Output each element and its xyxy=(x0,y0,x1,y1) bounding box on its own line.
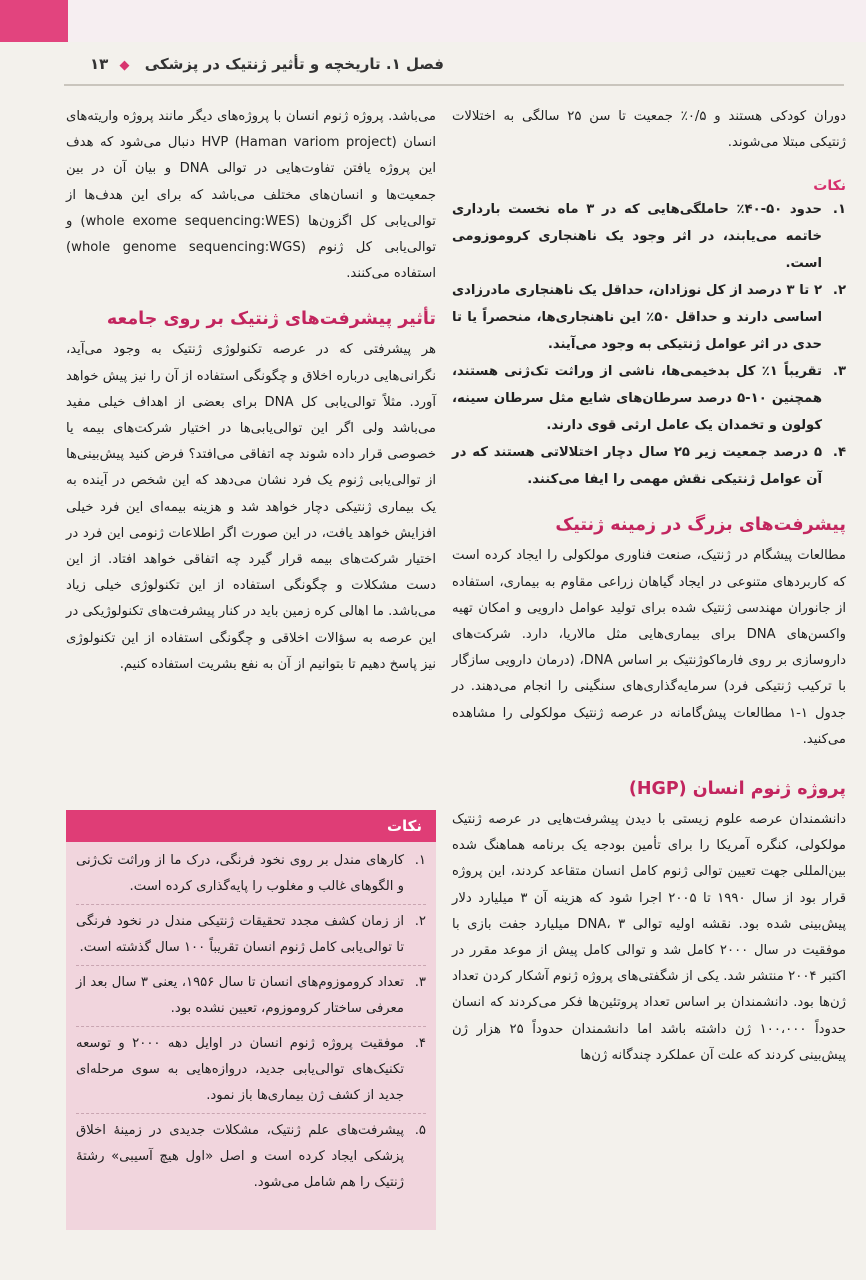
left-intro-paragraph: می‌باشد. پروژه ژنوم انسان با پروژه‌های دیگر مانند پروژه واریته‌های انسان HVP (Haman variom project) دنبال می‌شود که هدف این پروژه یافتن تفاوت‌هایی در توالی DNA و بیان آن در بین جمعیت‌ها و انسان‌های مختلف می‌باشد که برای این هدف‌ها از توالی‌یابی کل اگزون‌ها (whole exome sequencing:WES) و توالی‌یابی کل ژنوم (whole genome sequencing:WGS) استفاده می‌کنند. xyxy=(66,109,436,282)
notes-box-item: ۴. موفقیت پروژه ژنوم انسان در اوایل دهه ۲۰۰۰ و توسعه تکنیک‌های توالی‌یابی جدید، دروازه‌هایی به سوی مرحله‌ای جدید از کشف ژن بیماری‌ها باز نمود. xyxy=(76,1031,426,1114)
section-heading-hgp: پروژه ژنوم انسان (HGP) xyxy=(628,779,846,800)
note-item: ۳. تقریباً ۱٪ کل بدخیمی‌ها، ناشی از وراثت تک‌ژنی هستند، همچنین ۱۰-۵ درصد سرطان‌های شایع مثل سرطان سینه، کولون و تخمدان یک عامل ارثی قوی دارند. xyxy=(452,364,846,434)
chapter-tab-marker xyxy=(0,0,68,42)
left-column xyxy=(66,104,436,678)
right-intro-paragraph: دوران کودکی هستند و ۰/۵٪ جمعیت تا سن ۲۵ سالگی به اختلالات ژنتیکی مبتلا می‌شوند. xyxy=(452,109,847,151)
diamond-icon: ◆ xyxy=(119,58,130,73)
hgp-paragraph: دانشمندان عرصه علوم زیستی با دیدن پیشرفت‌هایی در عرصه ژنتیک مولکولی، کنگره آمریکا را برای تأمین بودجه یک برنامه هماهنگ شده بین‌المللی جهت تعیین توالی ژنوم کامل انسان متقاعد کردند، این پروژه قرار بود از سال ۱۹۹۰ تا ۲۰۰۵ اجرا شود که هزینه آن ۳ میلیارد دلار پیش‌بینی شده بود. نقشه اولیه توالی DNA، ۳ میلیارد جفت بازی با موفقیت در سال ۲۰۰۰ کامل شد و توالی کامل پیش از موعد مقرر در اکتبر ۲۰۰۴ منتشر شد. یکی از شگفتی‌های پروژه ژنوم آشکار کردن تعداد ژن‌ها بود. دانشمندان بر اساس تعداد پروتئین‌ها فکر می‌کردند که انسان حدوداً ۱۰۰،۰۰۰ ژن داشته باشد اما دانشمندان حدوداً ۲۵ هزار ژن پیش‌بینی کردند که علت آن عملکرد چندگانه ژن‌ها xyxy=(452,812,847,1063)
note-item: ۱. حدود ۵۰-۴۰٪ حاملگی‌هایی که در ۳ ماه نخست بارداری خاتمه می‌یابند، در اثر وجود یک ناهنجاری کروموزومی است. xyxy=(452,202,846,272)
page-number: ۱۳ xyxy=(90,55,109,73)
notes-box-item: ۲. از زمان کشف مجدد تحقیقات ژنتیکی مندل در نخود فرنگی تا توالی‌یابی کامل ژنوم انسان تقریباً ۱۰۰ سال گذشته است. xyxy=(76,909,426,966)
right-column xyxy=(452,104,846,1069)
notes-box-item: ۱. کارهای مندل بر روی نخود فرنگی، درک ما از وراثت تک‌ژنی و الگوهای غالب و مغلوب را پایه‌گذاری کرده است. xyxy=(76,848,426,905)
notes-box-list xyxy=(66,842,436,1200)
notes-box xyxy=(66,810,436,1230)
notes-box-item: ۵. پیشرفت‌های علم ژنتیک، مشکلات جدیدی در زمینهٔ اخلاق پزشکی ایجاد کرده است و اصل «اول هیچ آسیبی» رشتهٔ ژنتیک را هم شامل می‌شود. xyxy=(76,1123,426,1190)
notes-box-heading: نکات xyxy=(66,810,436,842)
note-item: ۴. ۵ درصد جمعیت زیر ۲۵ سال دچار اختلالاتی هستند که در آن عوامل ژنتیکی نقش مهمی را ایفا می‌کنند. xyxy=(452,445,846,488)
note-item: ۲. ۲ تا ۳ درصد از کل نوزادان، حداقل یک ناهنجاری مادرزادی اساسی دارند و حداقل ۵۰٪ این ناهنجاری‌ها، منحصراً یا تا حدی در اثر عوامل ژنتیکی به وجود می‌آیند. xyxy=(452,283,846,353)
section-heading-advances: پیشرفت‌های بزرگ در زمینه ژنتیک xyxy=(555,515,846,536)
notes-box-item: ۳. تعداد کروموزوم‌های انسان تا سال ۱۹۵۶، یعنی ۳ سال بعد از معرفی ساختار کروموزوم، تعیین نشده بود. xyxy=(76,970,426,1027)
notes-list xyxy=(452,196,846,493)
society-paragraph: هر پیشرفتی که در عرصه تکنولوژی ژنتیک به وجود می‌آید، نگرانی‌هایی درباره اخلاق و چگونگی استفاده از آن را نیز پیش خواهد آورد. مثلاً توالی‌یابی کل DNA برای بعضی از اهداف خیلی مفید می‌باشد ولی اگر این توالی‌یابی‌ها در اختیار شرکت‌های بیمه یا خصوصی قرار داده شوند چه اتفاقی می‌افتد؟ فرض کنید پیش‌بینی‌ها از توالی‌یابی ژنوم یک فرد نشان می‌دهد که این شخص در آینده به یک بیماری ژنتیکی دچار خواهد شد و هزینه بیمه‌ای این فرد خیلی افزایش خواهد یافت، در این صورت اگر اطلاعات ژنومی این فرد در اختیار شرکت‌های بیمه قرار گیرد چه اتفاقی خواهد افتاد. از این دست مشکلات و چگونگی استفاده از این تکنولوژی خیلی زیاد می‌باشد. ما اهالی کره زمین باید در کنار پیشرفت‌های تکنولوژیکی در این عرصه به سؤالات اخلاقی و چگونگی استفاده از این تکنولوژی نیز پاسخ دهیم تا بتوانیم از آن به نفع بشریت استفاده کنیم. xyxy=(65,342,436,672)
notes-heading: نکات xyxy=(813,178,846,195)
top-band xyxy=(0,0,866,42)
chapter-title: فصل ۱. تاریخچه و تأثیر ژنتیک در پزشکی xyxy=(144,55,444,73)
section-heading-society: تأثیر پیشرفت‌های ژنتیک بر روی جامعه xyxy=(106,309,436,330)
advances-paragraph: مطالعات پیشگام در ژنتیک، صنعت فناوری مولکولی را ایجاد کرده است که کاربردهای متنوعی در ایجاد گیاهان زراعی مقاوم به بیماری، استفاده از جانوران مهندسی ژنتیک شده برای تولید عوامل دارویی و امکان تهیه واکسن‌های DNA برای بیماری‌هایی مثل مالاریا، دارد. شرکت‌های داروسازی بر روی فارماکوژنتیک بر اساس DNA، (درمان دارویی سازگار با ترکیب ژنتیکی فرد) سرمایه‌گذاری‌های سنگینی را انجام می‌دهند. در جدول ۱-۱ مطالعات پیش‌گامانه در عرصه ژنتیک مولکولی را مشاهده می‌کنید. xyxy=(452,548,846,747)
running-header xyxy=(64,44,844,86)
header-title-row xyxy=(84,55,444,73)
